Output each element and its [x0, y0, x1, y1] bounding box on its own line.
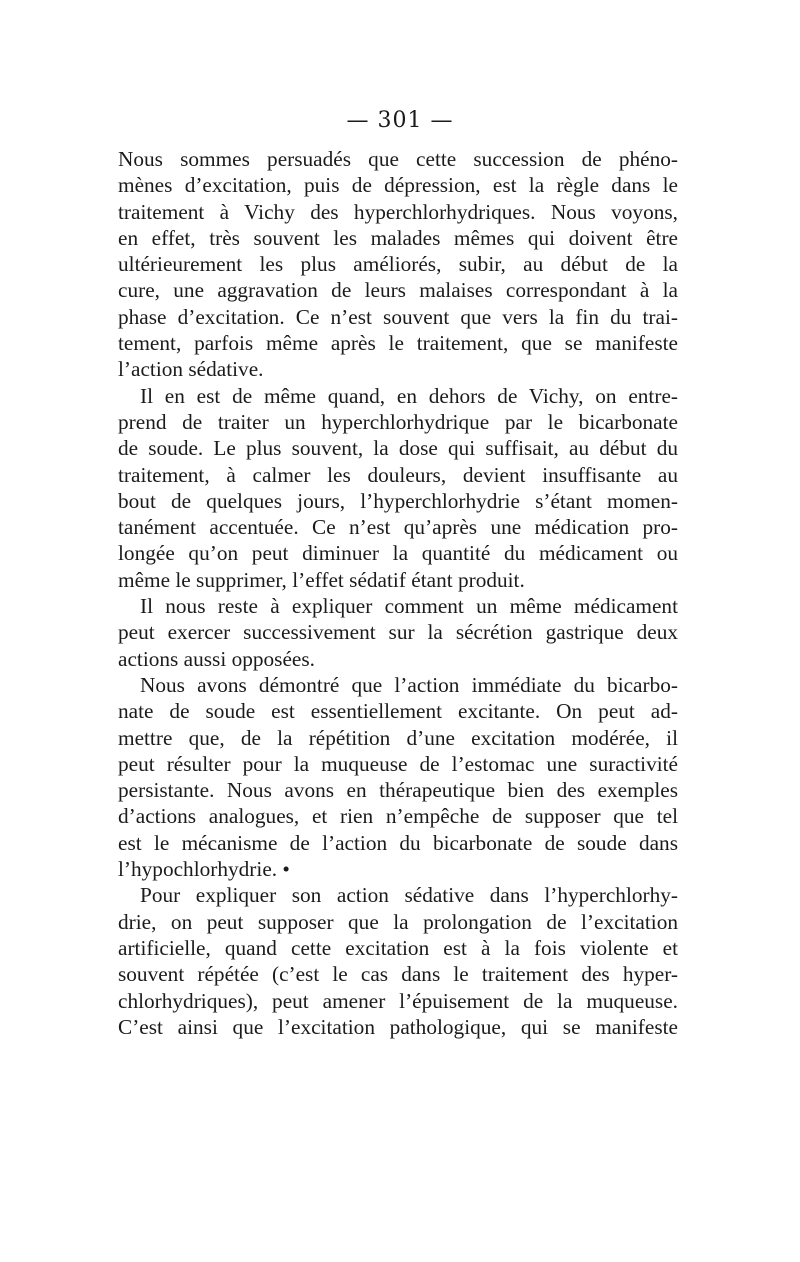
- text-line: de soude. Le plus souvent, la dose qui suffisait, au début du: [118, 436, 678, 461]
- text-line: C’est ainsi que l’excitation pathologique, qui se manifeste: [118, 1014, 678, 1039]
- text-line: Il nous reste à expliquer comment un même médicament: [140, 594, 678, 619]
- text-line: l’action sédative.: [118, 357, 264, 382]
- text-line: mènes d’excitation, puis de dépression, est la règle dans le: [118, 173, 678, 198]
- text-line: traitement, à calmer les douleurs, devient insuffisante au: [118, 462, 678, 487]
- text-line: Nous sommes persuadés que cette succession de phéno-: [118, 147, 678, 171]
- text-line: prend de traiter un hyperchlorhydrique par le bicarbonate: [118, 409, 678, 434]
- text-line: tanément accentuée. Ce n’est qu’après une médication pro-: [118, 515, 678, 540]
- text-line: nate de soude est essentiellement excitante. On peut ad-: [118, 699, 678, 724]
- text-line: ultérieurement les plus améliorés, subir, au début de la: [118, 252, 678, 277]
- text-line: même le supprimer, l’effet sédatif étant produit.: [118, 567, 525, 592]
- text-line: en effet, très souvent les malades mêmes qui doivent être: [118, 225, 678, 250]
- text-line: phase d’excitation. Ce n’est souvent que vers la fin du trai-: [118, 304, 678, 329]
- text-line: tement, parfois même après le traitement, que se manifeste: [118, 331, 678, 356]
- body-text: [118, 146, 678, 1040]
- text-line: bout de quelques jours, l’hyperchlorhydrie s’étant momen-: [118, 488, 678, 513]
- page-number: — 301 —: [346, 108, 454, 133]
- text-line: d’actions analogues, et rien n’empêche de supposer que tel: [118, 804, 678, 829]
- text-line: artificielle, quand cette excitation est à la fois violente et: [118, 935, 678, 960]
- text-line: peut exercer successivement sur la sécrétion gastrique deux: [118, 620, 678, 645]
- text-line: mettre que, de la répétition d’une excitation modérée, il: [118, 725, 678, 750]
- text-line: drie, on peut supposer que la prolongation de l’excitation: [118, 909, 678, 934]
- text-line: persistante. Nous avons en thérapeutique bien des exemples: [118, 778, 678, 803]
- text-line: longée qu’on peut diminuer la quantité du médicament ou: [118, 541, 678, 566]
- text-line: Pour expliquer son action sédative dans l’hyperchlorhy-: [140, 883, 678, 908]
- text-line: l’hypochlorhydrie. •: [118, 857, 290, 882]
- text-line: actions aussi opposées.: [118, 646, 315, 671]
- text-line: Il en est de même quand, en dehors de Vichy, on entre-: [140, 383, 678, 408]
- text-line: traitement à Vichy des hyperchlorhydriques. Nous voyons,: [118, 199, 678, 224]
- text-line: cure, une aggravation de leurs malaises correspondant à la: [118, 278, 678, 303]
- text-line: chlorhydriques), peut amener l’épuisement de la muqueuse.: [118, 988, 678, 1013]
- text-line: Nous avons démontré que l’action immédiate du bicarbo-: [140, 672, 678, 697]
- text-line: peut résulter pour la muqueuse de l’estomac une suractivité: [118, 751, 678, 776]
- text-line: souvent répétée (c’est le cas dans le traitement des hyper-: [118, 962, 678, 987]
- text-line: est le mécanisme de l’action du bicarbonate de soude dans: [118, 830, 678, 855]
